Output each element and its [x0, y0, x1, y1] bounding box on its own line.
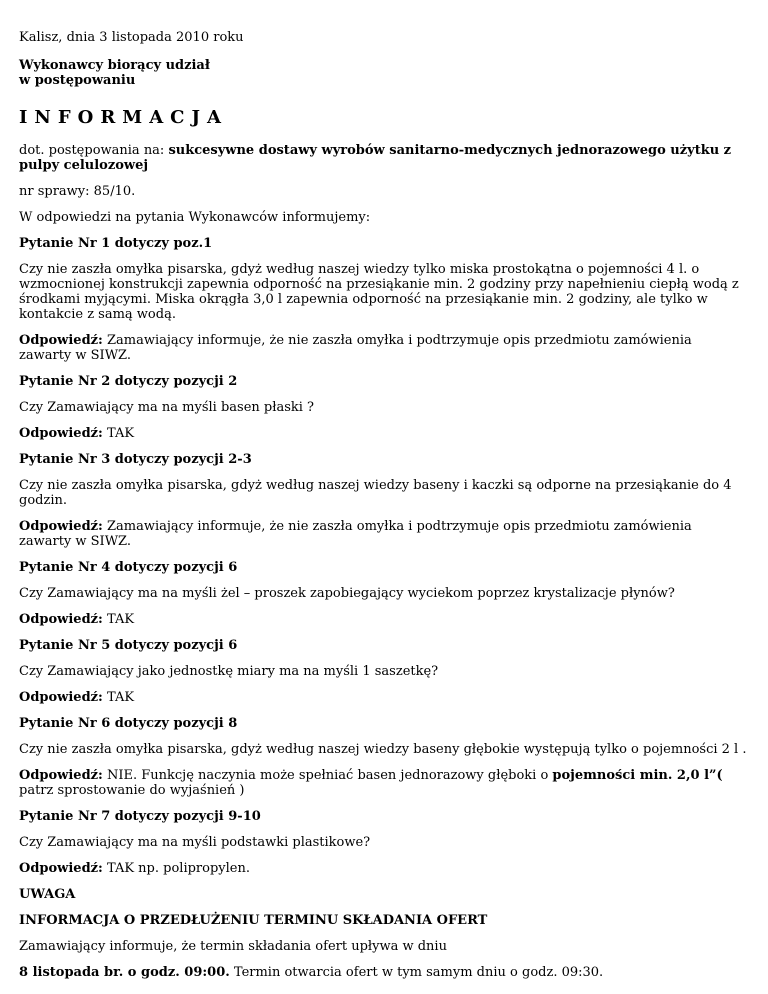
recipient-line-2: w postępowaniu: [19, 73, 136, 88]
question-title: Pytanie Nr 2 dotyczy pozycji 2: [19, 374, 238, 389]
answer-body: TAK: [102, 426, 135, 441]
answer-label: Odpowiedź:: [19, 519, 103, 534]
answer-text: [19, 333, 748, 363]
answer-body: NIE. Funkcję naczynia może spełniać basen jednorazowy głęboki o: [102, 768, 553, 783]
answer-label: Odpowiedź:: [19, 426, 103, 441]
deadline-line: [19, 965, 748, 980]
answer-label: Odpowiedź:: [19, 333, 103, 348]
answer-label: Odpowiedź:: [19, 690, 103, 705]
case-number: nr sprawy: 85/10.: [19, 184, 136, 199]
notice-heading: INFORMACJA O PRZEDŁUŻENIU TERMINU SKŁADANIA OFERT: [19, 913, 488, 928]
answer-text: [19, 690, 748, 705]
question-title: Pytanie Nr 3 dotyczy pozycji 2-3: [19, 452, 252, 467]
question-title: Pytanie Nr 6 dotyczy pozycji 8: [19, 716, 238, 731]
answer-text: [19, 612, 748, 627]
answer-label: Odpowiedź:: [19, 861, 103, 876]
question-text: Czy Zamawiający ma na myśli podstawki plastikowe?: [19, 835, 371, 850]
question-text: Czy Zamawiający jako jednostkę miary ma na myśli 1 saszetkę?: [19, 664, 439, 679]
question-text: Czy Zamawiający ma na myśli żel – proszek zapobiegający wyciekom poprzez krystalizacje płynów?: [19, 586, 675, 601]
answer-text: [19, 426, 748, 441]
answer-body: TAK np. polipropylen.: [102, 861, 250, 876]
question-text: Czy nie zaszła omyłka pisarska, gdyż według naszej wiedzy baseny głębokie występują tylko o pojemności 2 l .: [19, 742, 747, 757]
question-text: Czy nie zaszła omyłka pisarska, gdyż według naszej wiedzy baseny i kaczki są odporne na przesiąkanie do 4 godzin.: [19, 478, 732, 508]
question-text: Czy Zamawiający ma na myśli basen płaski ?: [19, 400, 315, 415]
answer-text: [19, 861, 748, 876]
question-title: Pytanie Nr 4 dotyczy pozycji 6: [19, 560, 238, 575]
question-title: Pytanie Nr 7 dotyczy pozycji 9-10: [19, 809, 261, 824]
document-title: INFORMACJA: [19, 107, 228, 128]
answer-body: Zamawiający informuje, że nie zaszła omyłka i podtrzymuje opis przedmiotu zamówienia zawarty w SIWZ.: [19, 519, 692, 549]
question-title: Pytanie Nr 5 dotyczy pozycji 6: [19, 638, 238, 653]
subject-text: sukcesywne dostawy wyrobów sanitarno-medycznych jednorazowego użytku z pulpy celulozowej: [19, 143, 732, 173]
question-title: Pytanie Nr 1 dotyczy poz.1: [19, 236, 213, 251]
subject-line: [19, 143, 748, 173]
recipient-line-1: Wykonawcy biorący udział: [19, 58, 210, 73]
answer-body: TAK: [102, 690, 135, 705]
answer-emphasis: pojemności min. 2,0 l”(: [552, 768, 723, 783]
notice-label: UWAGA: [19, 887, 76, 902]
recipient-block: [19, 58, 748, 88]
answer-body: Zamawiający informuje, że nie zaszła omyłka i podtrzymuje opis przedmiotu zamówienia zawarty w SIWZ.: [19, 333, 692, 363]
answer-text: [19, 519, 748, 549]
answer-text: [19, 768, 748, 798]
subject-prefix: dot. postępowania na:: [19, 143, 169, 158]
answer-label: Odpowiedź:: [19, 612, 103, 627]
deadline-date: 8 listopada br. o godz. 09:00.: [19, 965, 230, 980]
notice-text: Zamawiający informuje, że termin składania ofert upływa w dniu: [19, 939, 447, 954]
date-line: Kalisz, dnia 3 listopada 2010 roku: [19, 30, 244, 45]
intro-text: W odpowiedzi na pytania Wykonawców informujemy:: [19, 210, 371, 225]
answer-body: TAK: [102, 612, 135, 627]
answer-label: Odpowiedź:: [19, 768, 103, 783]
deadline-tail: Termin otwarcia ofert w tym samym dniu o godz. 09:30.: [229, 965, 604, 980]
answer-tail: patrz sprostowanie do wyjaśnień ): [19, 783, 245, 798]
question-text: Czy nie zaszła omyłka pisarska, gdyż według naszej wiedzy tylko miska prostokątna o pojemności 4 l. o wzmocnionej konstrukcji zapewnia odporność na przesiąkanie min. 2 godziny przy napełnieniu ciepłą wodą z środkami myjącymi. Miska okrągła 3,0 l zapewnia odporność na przesiąkanie min. 2 godziny, ale tylko w kontakcie z samą wodą.: [19, 262, 739, 322]
